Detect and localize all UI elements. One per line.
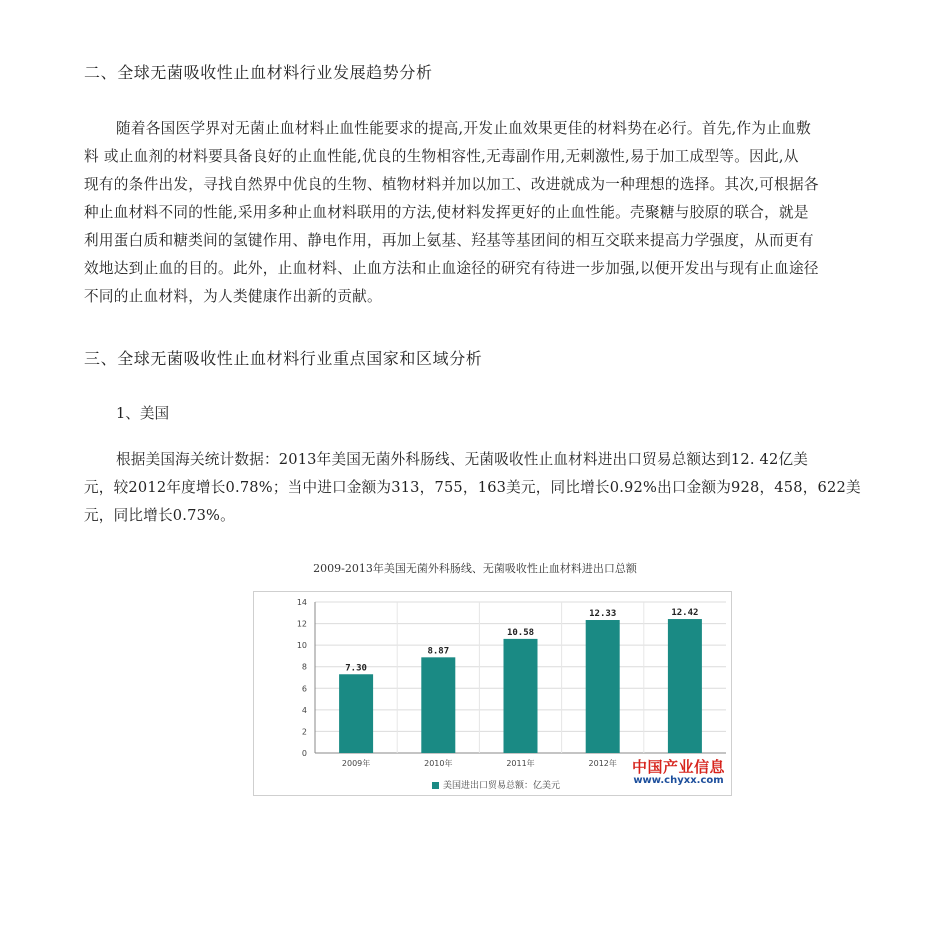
- x-tick-label: 2011年: [506, 759, 535, 768]
- para1-line: 料 或止血剂的材料要具备良好的止血性能,优良的生物相容性,无毒副作用,无刺激性,易于加工成型等。因此,从: [84, 148, 799, 165]
- paragraph-trends: [84, 115, 884, 311]
- bar-value-label: 10.58: [506, 627, 535, 638]
- chart-title: 2009-2013年美国无菌外科肠线、无菌吸收性止血材料进出口总额: [313, 562, 637, 575]
- y-tick-label: 10: [296, 641, 307, 651]
- y-tick-label: 2: [301, 727, 307, 737]
- y-tick-label: 14: [296, 598, 307, 607]
- bar: [668, 619, 702, 753]
- bar: [586, 620, 620, 753]
- bar: [421, 657, 455, 753]
- y-tick-label: 12: [296, 619, 307, 629]
- para2-line: 元，较2012年度增长0.78%；当中进口金额为313，755，163美元，同比增长0.92%出口金额为928，458，622美: [84, 479, 861, 496]
- legend-label: 美国进出口贸易总额：亿美元: [443, 781, 561, 791]
- legend-swatch: [432, 782, 439, 789]
- y-tick-label: 4: [301, 705, 307, 715]
- y-tick-label: 6: [301, 684, 307, 694]
- para1-line: 利用蛋白质和糖类间的氢键作用、静电作用，再加上氨基、羟基等基团间的相互交联来提高力学强度，从而更有: [84, 232, 814, 249]
- bar-value-label: 8.87: [427, 646, 450, 657]
- para1-line: 种止血材料不同的性能,采用多种止血材料联用的方法,使材料发挥更好的止血性能。壳聚糖与胶原的联合，就是: [84, 204, 809, 221]
- watermark-url: www.chyxx.com: [633, 775, 724, 786]
- para2-line: 根据美国海关统计数据：2013年美国无菌外科肠线、无菌吸收性止血材料进出口贸易总额达到12. 42亿美: [116, 451, 809, 468]
- para1-line: 随着各国医学界对无菌止血材料止血性能要求的提高,开发止血效果更佳的材料势在必行。首先,作为止血敷: [116, 120, 811, 137]
- bar-value-label: 12.33: [589, 609, 617, 620]
- bar-value-label: 12.42: [671, 608, 699, 619]
- bar-value-label: 7.30: [345, 663, 367, 674]
- x-tick-label: 2010年: [424, 759, 453, 768]
- paragraph-usa-stats: [84, 446, 884, 530]
- watermark-logo: [632, 756, 725, 786]
- bar: [339, 674, 373, 753]
- para1-line: 不同的止血材料，为人类健康作出新的贡献。: [84, 288, 382, 305]
- x-tick-label: 2012年: [588, 759, 617, 768]
- y-tick-label: 0: [301, 749, 307, 758]
- bar: [504, 639, 538, 753]
- para1-line: 效地达到止血的目的。此外，止血材料、止血方法和止血途径的研究有待进一步加强,以便开发出与现有止血途径: [84, 260, 819, 277]
- para2-line: 元，同比增长0.73%。: [84, 507, 235, 524]
- bar-chart: [253, 591, 732, 796]
- x-tick-label: 2009年: [341, 759, 371, 768]
- subheading-usa: 1、美国: [116, 405, 170, 422]
- para1-line: 现有的条件出发，寻找自然界中优良的生物、植物材料并加以加工、改进就成为一种理想的选择。其次,可根据各: [84, 176, 819, 193]
- watermark-name: 中国产业信息: [631, 758, 725, 776]
- heading-section-3: 三、全球无菌吸收性止血材料行业重点国家和区域分析: [84, 349, 483, 368]
- heading-section-2: 二、全球无菌吸收性止血材料行业发展趋势分析: [84, 63, 433, 82]
- y-tick-label: 8: [301, 662, 307, 672]
- chart-legend: [432, 778, 560, 791]
